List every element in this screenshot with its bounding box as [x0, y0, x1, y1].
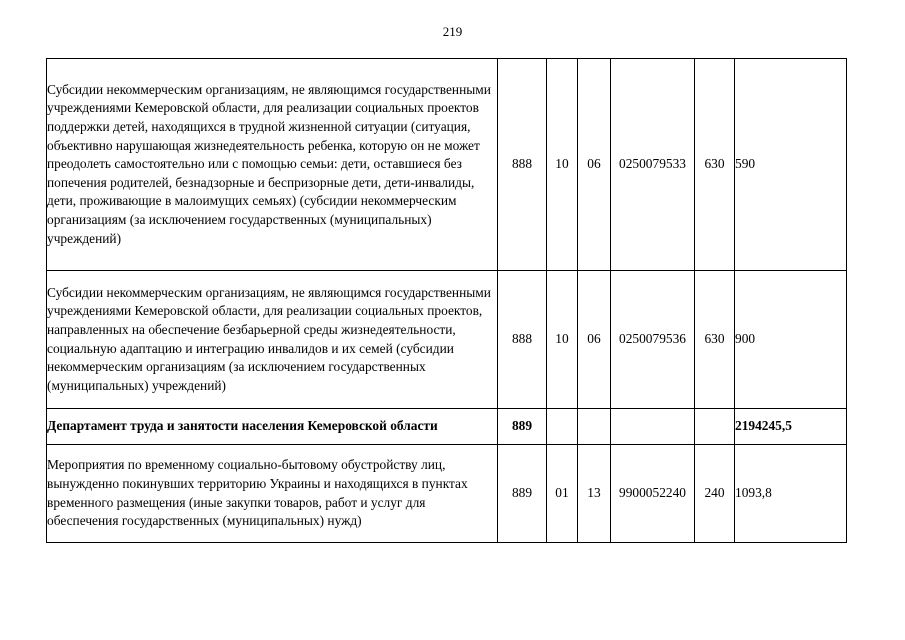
page-number: 219 — [442, 24, 463, 39]
row-section-code: 10 — [547, 271, 578, 409]
row-expense-type-code: 240 — [695, 445, 735, 543]
row-expense-type-code — [695, 409, 735, 445]
row-description: Субсидии некоммерческим организациям, не являющимся государственными учреждениями Кемеровской области, для реализации социальных проектов, направленных на обеспечение безбарьерной среды жизнедеятельности, социальную адаптацию и интеграцию инвалидов и их семей (субсидии некоммерческим организациям (за исключением государственных (муниципальных) учреждений) — [47, 271, 498, 409]
budget-table — [46, 58, 847, 543]
row-subsection-code: 06 — [578, 271, 611, 409]
table-row — [47, 445, 847, 543]
table-row — [47, 409, 847, 445]
row-section-code: 01 — [547, 445, 578, 543]
row-amount: 1093,8 — [735, 445, 847, 543]
row-subsection-code — [578, 409, 611, 445]
row-subsection-code: 13 — [578, 445, 611, 543]
table-row — [47, 271, 847, 409]
table-row — [47, 59, 847, 271]
row-target-code: 0250079536 — [611, 271, 695, 409]
row-department-code: 888 — [498, 271, 547, 409]
row-description: Мероприятия по временному социально-бытовому обустройству лиц, вынужденно покинувших территорию Украины и находящихся в пунктах временного размещения (иные закупки товаров, работ и услуг для обеспечения государственных (муниципальных) нужд) — [47, 445, 498, 543]
row-description: Субсидии некоммерческим организациям, не являющимся государственными учреждениями Кемеровской области, для реализации социальных проектов поддержки детей, находящихся в трудной жизненной ситуации (ситуация, объективно нарушающая жизнедеятельность ребенка, которую он не может преодолеть самостоятельно или с помощью семьи: дети, оставшиеся без попечения родителей, безнадзорные и беспризорные дети, дети-инвалиды, дети, проживающие в малоимущих семьях) (субсидии некоммерческим организациям (за исключением государственных (муниципальных) учреждений) — [47, 59, 498, 271]
row-amount: 590 — [735, 59, 847, 271]
row-department-code: 888 — [498, 59, 547, 271]
row-expense-type-code: 630 — [695, 271, 735, 409]
row-target-code — [611, 409, 695, 445]
row-amount: 2194245,5 — [735, 409, 847, 445]
row-expense-type-code: 630 — [695, 59, 735, 271]
row-description: Департамент труда и занятости населения Кемеровской области — [47, 409, 498, 445]
row-section-code — [547, 409, 578, 445]
row-target-code: 9900052240 — [611, 445, 695, 543]
row-section-code: 10 — [547, 59, 578, 271]
row-department-code: 889 — [498, 409, 547, 445]
row-department-code: 889 — [498, 445, 547, 543]
row-subsection-code: 06 — [578, 59, 611, 271]
row-amount: 900 — [735, 271, 847, 409]
row-target-code: 0250079533 — [611, 59, 695, 271]
